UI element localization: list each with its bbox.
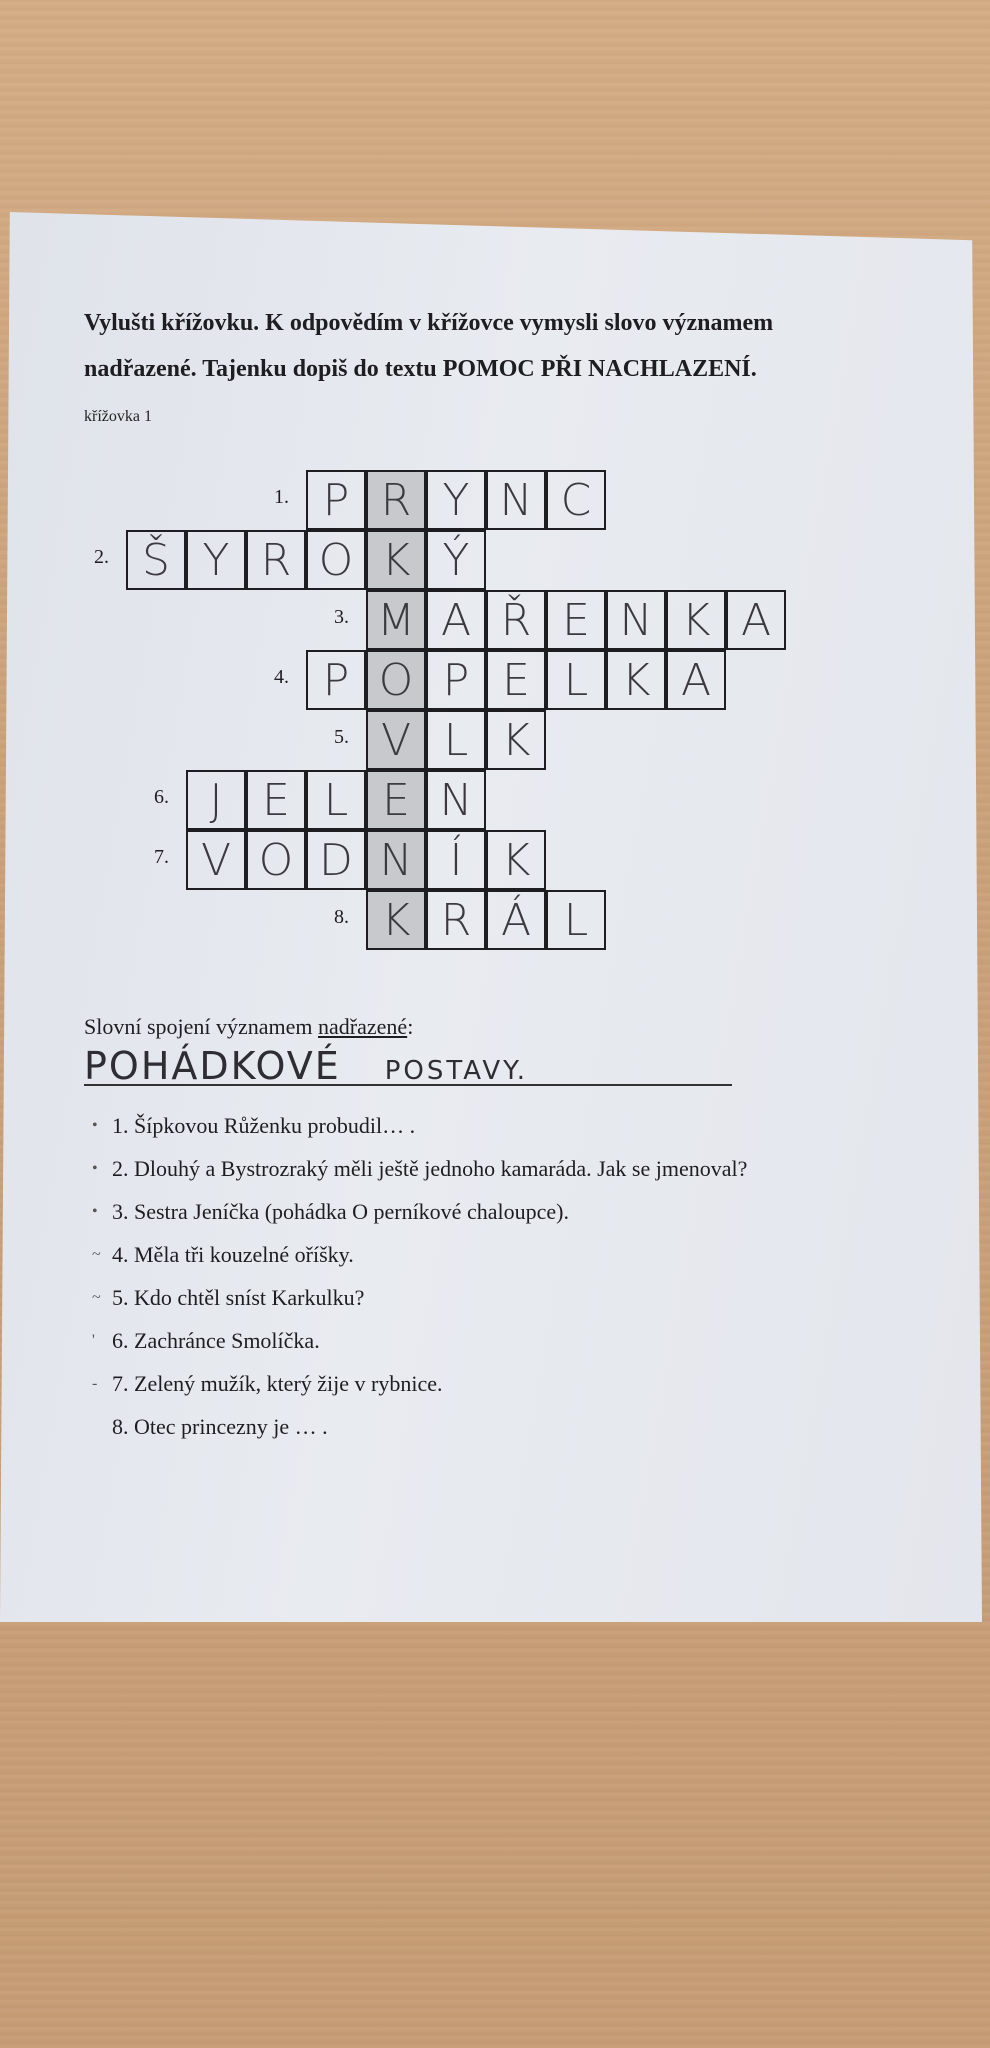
- instructions-line-1: Vylušti křížovku. K odpovědím v křížovce vymysli slovo významem: [84, 310, 774, 336]
- clue-text: 5. Kdo chtěl sníst Karkulku?: [112, 1285, 365, 1310]
- crossword-cell[interactable]: O: [246, 830, 306, 890]
- clue-text: 7. Zelený mužík, který žije v rybnice.: [112, 1371, 443, 1396]
- clue-item: [100, 1405, 747, 1448]
- clue-item: [92, 1233, 747, 1276]
- clue-mark: ~: [92, 1289, 101, 1306]
- clue-item: [92, 1104, 747, 1147]
- crossword-cell[interactable]: Y: [186, 530, 246, 590]
- crossword-row-number: 7.: [154, 846, 169, 868]
- crossword-cell-secret[interactable]: R: [366, 470, 426, 530]
- crossword-row-number: 5.: [334, 726, 349, 748]
- crossword-cell[interactable]: L: [546, 650, 606, 710]
- crossword-cell-secret[interactable]: M: [366, 590, 426, 650]
- crossword-cell[interactable]: C: [546, 470, 606, 530]
- crossword-cell[interactable]: P: [426, 650, 486, 710]
- answer-line: [84, 1084, 732, 1086]
- crossword-cell[interactable]: K: [486, 830, 546, 890]
- instructions: [84, 300, 944, 392]
- crossword-cell-secret[interactable]: N: [366, 830, 426, 890]
- crossword-cell[interactable]: N: [606, 590, 666, 650]
- clue-item: [92, 1362, 747, 1405]
- crossword-cell[interactable]: P: [306, 470, 366, 530]
- clue-text: 2. Dlouhý a Bystrozraký měli ještě jednoho kamaráda. Jak se jmenoval?: [112, 1156, 748, 1181]
- crossword-cell[interactable]: E: [546, 590, 606, 650]
- crossword-cell[interactable]: Á: [486, 890, 546, 950]
- crossword-cell[interactable]: L: [306, 770, 366, 830]
- clue-mark: -: [92, 1375, 98, 1392]
- clue-text: 3. Sestra Jeníčka (pohádka O perníkové chaloupce).: [112, 1199, 569, 1224]
- crossword-cell[interactable]: K: [666, 590, 726, 650]
- crossword-cell[interactable]: Ř: [486, 590, 546, 650]
- clue-list: [92, 1104, 748, 1448]
- crossword-cell[interactable]: P: [306, 650, 366, 710]
- answer-label-suffix: :: [407, 1014, 414, 1039]
- crossword-cell[interactable]: N: [426, 770, 486, 830]
- crossword-cell[interactable]: A: [666, 650, 726, 710]
- crossword-cell-secret[interactable]: K: [366, 530, 426, 590]
- crossword-cell[interactable]: Ý: [426, 530, 486, 590]
- crossword-cell[interactable]: O: [306, 530, 366, 590]
- crossword-cell-secret[interactable]: K: [366, 890, 426, 950]
- crossword-cell-secret[interactable]: V: [366, 710, 426, 770]
- crossword-cell[interactable]: N: [486, 470, 546, 530]
- crossword-row-number: 6.: [154, 786, 169, 808]
- handwritten-answer: [84, 1044, 528, 1088]
- clue-text: 1. Šípkovou Růženku probudil… .: [112, 1113, 416, 1138]
- crossword-cell[interactable]: V: [186, 830, 246, 890]
- clue-mark: ': [92, 1332, 95, 1349]
- instructions-line-2: nadřazené. Tajenku dopiš do textu POMOC PŘI NACHLAZENÍ.: [84, 356, 757, 382]
- clue-item: [92, 1190, 747, 1233]
- crossword-row-number: 8.: [334, 906, 349, 928]
- crossword-cell[interactable]: Š: [126, 530, 186, 590]
- clue-item: [92, 1319, 747, 1362]
- crossword-row-number: 4.: [274, 666, 289, 688]
- clue-item: [92, 1276, 747, 1319]
- clue-mark: •: [92, 1160, 98, 1177]
- crossword-cell[interactable]: Í: [426, 830, 486, 890]
- clue-text: 6. Zachránce Smolíčka.: [112, 1328, 320, 1353]
- clue-item: [92, 1147, 748, 1190]
- clue-mark: •: [92, 1117, 98, 1134]
- crossword-cell[interactable]: L: [426, 710, 486, 770]
- crossword-cell[interactable]: R: [246, 530, 306, 590]
- crossword-cell-secret[interactable]: E: [366, 770, 426, 830]
- clue-text: 4. Měla tři kouzelné oříšky.: [112, 1242, 354, 1267]
- crossword-cell[interactable]: K: [486, 710, 546, 770]
- crossword-subtitle: křížovka 1: [84, 408, 152, 425]
- answer-label-underlined: nadřazené: [318, 1014, 408, 1039]
- crossword-cell[interactable]: Y: [426, 470, 486, 530]
- crossword-cell[interactable]: D: [306, 830, 366, 890]
- clue-text: 8. Otec princezny je … .: [112, 1414, 328, 1439]
- crossword-cell[interactable]: J: [186, 770, 246, 830]
- answer-label-prefix: Slovní spojení významem: [84, 1014, 319, 1039]
- crossword-cell[interactable]: E: [246, 770, 306, 830]
- crossword-row-number: 1.: [274, 486, 289, 508]
- crossword-cell-secret[interactable]: O: [366, 650, 426, 710]
- crossword-cell[interactable]: A: [726, 590, 786, 650]
- clue-mark: •: [92, 1203, 98, 1220]
- crossword-cell[interactable]: E: [486, 650, 546, 710]
- crossword-cell[interactable]: R: [426, 890, 486, 950]
- crossword-cell[interactable]: A: [426, 590, 486, 650]
- crossword-cell[interactable]: L: [546, 890, 606, 950]
- crossword-row-number: 2.: [94, 546, 109, 568]
- handwritten-answer-word-2: POSTAVY.: [384, 1056, 529, 1086]
- crossword-row-number: 3.: [334, 606, 349, 628]
- clue-mark: ~: [92, 1246, 101, 1263]
- crossword-cell[interactable]: K: [606, 650, 666, 710]
- answer-label: [84, 1014, 413, 1040]
- handwritten-answer-word-1: POHÁDKOVÉ: [84, 1044, 341, 1088]
